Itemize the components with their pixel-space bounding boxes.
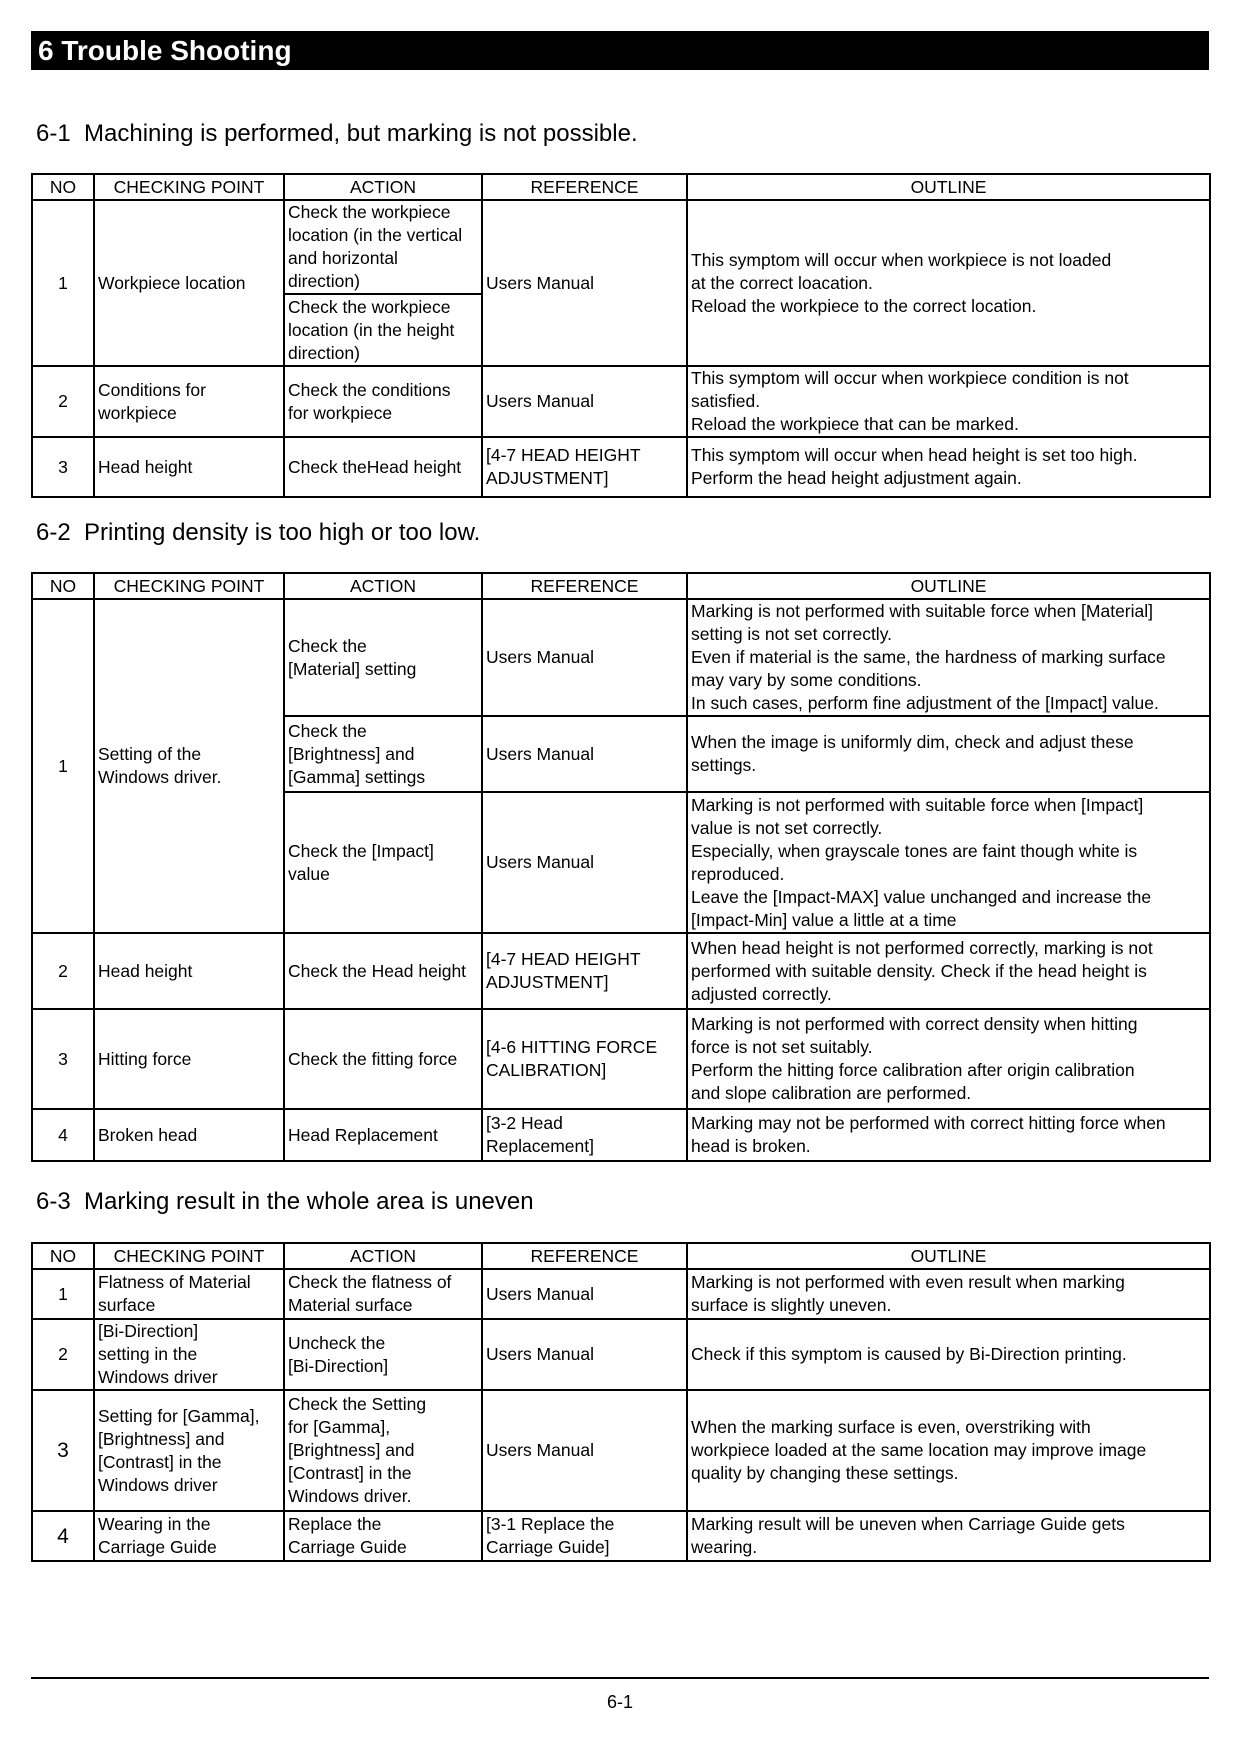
- header-reference: REFERENCE: [482, 573, 687, 599]
- table-row: [32, 200, 1210, 294]
- outline: When the image is uniformly dim, check and adjust these settings.: [687, 716, 1210, 792]
- table-row: [32, 1511, 1210, 1561]
- header-action: ACTION: [284, 573, 482, 599]
- row-number: 4: [32, 1511, 94, 1561]
- troubleshooting-table-6-3: [31, 1242, 1211, 1562]
- action: Uncheck the [Bi-Direction]: [284, 1319, 482, 1390]
- action: Check the workpiece location (in the height direction): [284, 294, 482, 366]
- outline: Marking is not performed with suitable force when [Impact] value is not set correctly. Especially, when grayscale tones are faint though white is reproduced. Leave the [Impact-MAX] value unchanged and increase the [Impact-Min] value a little at a time: [687, 792, 1210, 933]
- header-outline: OUTLINE: [687, 1243, 1210, 1269]
- checking-point: Workpiece location: [94, 200, 284, 366]
- row-number: 2: [32, 366, 94, 437]
- section-title-6-2: 6-2 Printing density is too high or too low.: [36, 519, 481, 546]
- checking-point: Flatness of Material surface: [94, 1269, 284, 1319]
- table-row: [32, 1390, 1210, 1511]
- outline: Marking is not performed with even result when marking surface is slightly uneven.: [687, 1269, 1210, 1319]
- row-number: 3: [32, 1390, 94, 1511]
- action: Check the [Brightness] and [Gamma] settings: [284, 716, 482, 792]
- action: Check the flatness of Material surface: [284, 1269, 482, 1319]
- reference: [3-1 Replace the Carriage Guide]: [482, 1511, 687, 1561]
- outline: Marking is not performed with correct density when hitting force is not set suitably. Perform the hitting force calibration after origin calibration and slope calibration are performed.: [687, 1009, 1210, 1109]
- reference: Users Manual: [482, 792, 687, 933]
- action: Check the Setting for [Gamma], [Brightness] and [Contrast] in the Windows driver.: [284, 1390, 482, 1511]
- outline: This symptom will occur when workpiece is not loaded at the correct loacation. Reload the workpiece to the correct location.: [687, 200, 1210, 366]
- section-title-6-3: 6-3 Marking result in the whole area is uneven: [36, 1188, 534, 1215]
- action: Check the conditions for workpiece: [284, 366, 482, 437]
- header-no: NO: [32, 573, 94, 599]
- action: Check the [Impact] value: [284, 792, 482, 933]
- header-checking-point: CHECKING POINT: [94, 573, 284, 599]
- table-header-row: [32, 1243, 1210, 1269]
- action: Replace the Carriage Guide: [284, 1511, 482, 1561]
- troubleshooting-table-6-1: [31, 173, 1211, 498]
- row-number: 1: [32, 200, 94, 366]
- header-outline: OUTLINE: [687, 573, 1210, 599]
- chapter-title: 6 Trouble Shooting: [31, 31, 1209, 70]
- table-row: [32, 1319, 1210, 1390]
- checking-point: Setting for [Gamma], [Brightness] and [Contrast] in the Windows driver: [94, 1390, 284, 1511]
- row-number: 2: [32, 933, 94, 1009]
- table-row: [32, 366, 1210, 437]
- reference: Users Manual: [482, 1319, 687, 1390]
- header-outline: OUTLINE: [687, 174, 1210, 200]
- table-row: [32, 933, 1210, 1009]
- outline: Marking is not performed with suitable force when [Material] setting is not set correctly. Even if material is the same, the hardness of marking surface may vary by some conditions. In such cases, perform fine adjustment of the [Impact] value.: [687, 599, 1210, 716]
- outline: This symptom will occur when workpiece condition is not satisfied. Reload the workpiece that can be marked.: [687, 366, 1210, 437]
- outline: When the marking surface is even, overstriking with workpiece loaded at the same location may improve image quality by changing these settings.: [687, 1390, 1210, 1511]
- checking-point: Head height: [94, 933, 284, 1009]
- reference: [4-7 HEAD HEIGHT ADJUSTMENT]: [482, 933, 687, 1009]
- reference: Users Manual: [482, 200, 687, 366]
- reference: [3-2 Head Replacement]: [482, 1109, 687, 1161]
- action: Check the [Material] setting: [284, 599, 482, 716]
- row-number: 3: [32, 437, 94, 497]
- row-number: 1: [32, 599, 94, 933]
- checking-point: [Bi-Direction] setting in the Windows driver: [94, 1319, 284, 1390]
- action: Check the workpiece location (in the vertical and horizontal direction): [284, 200, 482, 294]
- reference: Users Manual: [482, 599, 687, 716]
- action: Head Replacement: [284, 1109, 482, 1161]
- action: Check the Head height: [284, 933, 482, 1009]
- checking-point: Hitting force: [94, 1009, 284, 1109]
- section-title-6-1: 6-1 Machining is performed, but marking is not possible.: [36, 120, 638, 147]
- row-number: 1: [32, 1269, 94, 1319]
- reference: [4-7 HEAD HEIGHT ADJUSTMENT]: [482, 437, 687, 497]
- header-checking-point: CHECKING POINT: [94, 174, 284, 200]
- checking-point: Conditions for workpiece: [94, 366, 284, 437]
- outline: Check if this symptom is caused by Bi-Direction printing.: [687, 1319, 1210, 1390]
- outline: This symptom will occur when head height is set too high. Perform the head height adjustment again.: [687, 437, 1210, 497]
- table-row: [32, 1269, 1210, 1319]
- checking-point: Setting of the Windows driver.: [94, 599, 284, 933]
- row-number: 3: [32, 1009, 94, 1109]
- reference: [4-6 HITTING FORCE CALIBRATION]: [482, 1009, 687, 1109]
- header-action: ACTION: [284, 174, 482, 200]
- page-number: 6-1: [606, 1692, 633, 1712]
- header-checking-point: CHECKING POINT: [94, 1243, 284, 1269]
- header-no: NO: [32, 1243, 94, 1269]
- troubleshooting-table-6-2: [31, 572, 1211, 1162]
- reference: Users Manual: [482, 366, 687, 437]
- row-number: 4: [32, 1109, 94, 1161]
- table-row: [32, 1009, 1210, 1109]
- header-reference: REFERENCE: [482, 1243, 687, 1269]
- table-row: [32, 437, 1210, 497]
- reference: Users Manual: [482, 716, 687, 792]
- header-no: NO: [32, 174, 94, 200]
- reference: Users Manual: [482, 1269, 687, 1319]
- checking-point: Broken head: [94, 1109, 284, 1161]
- checking-point: Head height: [94, 437, 284, 497]
- footer-divider: [31, 1677, 1209, 1679]
- row-number: 2: [32, 1319, 94, 1390]
- action: Check theHead height: [284, 437, 482, 497]
- table-header-row: [32, 174, 1210, 200]
- table-row: [32, 1109, 1210, 1161]
- header-action: ACTION: [284, 1243, 482, 1269]
- table-row: [32, 599, 1210, 716]
- table-header-row: [32, 573, 1210, 599]
- action: Check the fitting force: [284, 1009, 482, 1109]
- outline: When head height is not performed correctly, marking is not performed with suitable density. Check if the head height is adjusted correctly.: [687, 933, 1210, 1009]
- outline: Marking result will be uneven when Carriage Guide gets wearing.: [687, 1511, 1210, 1561]
- reference: Users Manual: [482, 1390, 687, 1511]
- header-reference: REFERENCE: [482, 174, 687, 200]
- checking-point: Wearing in the Carriage Guide: [94, 1511, 284, 1561]
- outline: Marking may not be performed with correct hitting force when head is broken.: [687, 1109, 1210, 1161]
